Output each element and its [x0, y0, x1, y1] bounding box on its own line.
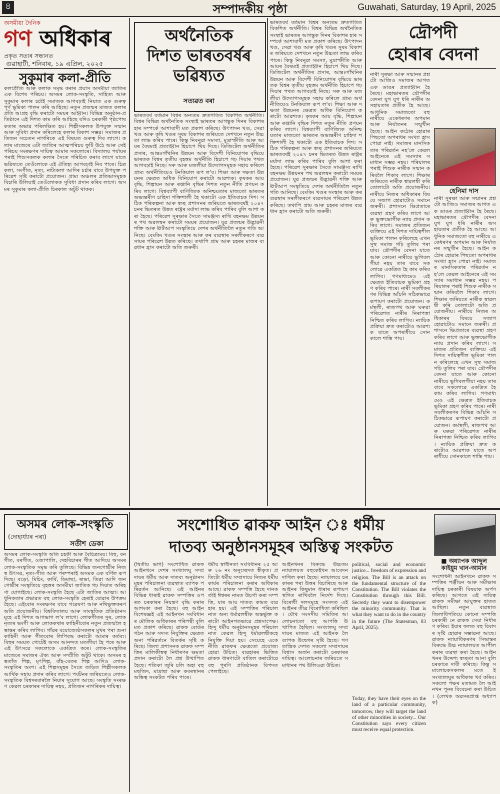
draupadi-title-line2: হোৰাৰ বেদনা	[387, 45, 479, 65]
page-number: ৪	[2, 1, 14, 14]
section-divider	[0, 508, 500, 510]
economy-title-line2: দিশত ভাৰতবৰ্ষৰ	[146, 46, 252, 65]
waqf-body-col3: আইনখনৰ বিৰুদ্ধে উচ্চতম ন্যায়ালয়ত বহুকেইখন আবেদন দাখিল কৰা হৈছে। ন্যায়ালয়ে চৰকাৰৰ পৰা উত্তৰ বিচাৰিছে আৰু আইনৰ কিছুমান ধাৰাৰ ৰূপায়ণ স্থগিত ৰাখিবলৈ নিৰ্দেশ দিছে। বিৰোধী দলসমূহে সংসদত এই আইনৰ তীব্ৰ বিৰোধিতা কৰিছিল। যৌথ সংসদীয় সমিতিৰ আলোচনাতো বহু আপত্তি উত্থাপিত হৈছিল। সংখ্যালঘু সম্প্ৰদায়ৰ মাজত এই আইনক লৈ ব্যাপক উদ্বেগৰ সৃষ্টি হৈছে। গণতান্ত্ৰিক দেশত সকলো সম্প্ৰদায়ৰ বিশ্বাস অৰ্জন কৰাটো চৰকাৰৰ দায়িত্ব। আলোচনাৰ জৰিয়তে সমাধানৰ পথ উলিওৱা উচিত।	[282, 562, 348, 669]
folk-kicker: (দোহাৰ্য্যাৰ পৰা)	[8, 534, 47, 541]
folk-title: অসমৰ লোক-সংস্কৃতি	[16, 517, 114, 531]
economy-title	[134, 26, 264, 86]
economy-body-col2: ভাৰতবৰ্ষ বৰ্তমান বিশ্বৰ অন্যতম দ্ৰুতগতিত বিকশিত অৰ্থনীতি। বিশ্বৰ বিভিন্ন অৰ্থনৈতিক সংস্থাই ভাৰতৰ আগন্তুক দিনৰ বিকাশৰ হাৰ সম্পৰ্কে আশাবাদী মত প্ৰকাশ কৰিছে। উৎপাদন খণ্ড, সেৱা খণ্ড আৰু কৃষি খণ্ডৰ সুষম বিকাশৰ জৰিয়তে দেশখনে নতুন উচ্চতা লাভ কৰিব পাৰে। কিন্তু নিবনুৱা সমস্যা, মুদ্ৰাস্ফীতি আৰু আয়ৰ বৈষম্যই প্ৰত্যাহ্বান হিচাপে থিয় দিছে। ডিজিটেল অৰ্থনীতিৰ প্ৰসাৰ, আন্তঃগাঁথনিৰ উন্নয়ন আৰু বিদেশী বিনিয়োগৰ বৃদ্ধিয়ে ভাৰতক বিশ্বৰ তৃতীয় বৃহত্তম অৰ্থনীতি হিচাপে গঢ় দিয়াৰ পথত আগবঢ়াই নিছে। সৰু আৰু মজলীয়া উদ্যোগসমূহক সহায় কৰিলে গ্ৰাম্য অৰ্থনীতিয়েও টনকিয়াল ৰূপ ল'ব। শিক্ষা আৰু দক্ষতা উন্নয়নৰ ক্ষেত্ৰত অধিক বিনিয়োগ কৰাটো আৱশ্যক। কৃষকৰ আয় বৃদ্ধি, শিল্পায়ন আৰু ৰপ্তানি বৃদ্ধিৰ দিশত নতুন নীতি প্ৰণয়ন কৰিব লাগে। বিশ্বব্যাপী বাণিজ্যিক অনিশ্চয়তাৰ মাজতো ভাৰতৰ অভ্যন্তৰীণ চাহিদা শক্তিশালী হৈ থকাটো এক ইতিবাচক দিশ। সঠিক পৰিকল্পনা আৰু স্বচ্ছ প্ৰশাসনৰ জৰিয়তে ভাৰতবৰ্ষই ২০৪৭ চনৰ ভিতৰত উন্নত ৰাষ্ট্ৰৰ মৰ্যাদা লাভ কৰিব পাৰিব বুলি আশা কৰা হৈছে। পৰিৱেশ সুৰক্ষাৰ সৈতে সামঞ্জস্য ৰাখি বহনক্ষম উন্নয়নৰ পথ অৱলম্বন কৰাটো সময়ৰ প্ৰয়োজন। যুৱ প্ৰজন্মৰ উদ্ভাৱনী শক্তি আৰু ষ্টাৰ্টআপ সংস্কৃতিয়ে দেশৰ অৰ্থনীতিলৈ নতুন গতি আনিছে। বেংকিং খণ্ডৰ সংস্কাৰ আৰু কৰ ব্যৱস্থাৰ সৰলীকৰণে ব্যৱসায়ৰ পৰিৱেশ উন্নত কৰিছে। তথাপি গ্ৰাম আৰু চহৰৰ মাজৰ ব্যৱধান হ্ৰাস কৰাটো অতি জৰুৰী।	[270, 20, 362, 215]
waqf-body-col4-quote: political, social and economic justice... freedom of expression and religion. The Bill is an attack on the fundamental structure of the Constitution. The Bill violates the Constitution through this Bill. Secretly they want to disempower the minority community. That is what they want to do in the country in the future (The Statesman, 03 April, 2025).	[352, 562, 426, 631]
divider	[4, 68, 126, 69]
author-photo	[434, 128, 496, 186]
folk-body: অসমৰ লোক-সংস্কৃতি অতি চহকী আৰু বৈচিত্ৰ্যময়। বিহু, বনগীত, বৰগীত, ওজাপালি, দেহবিচাৰৰ গীত আদিয়ে অসমৰ লোক-সংস্কৃতিক সমৃদ্ধ কৰি তুলিছে। বিভিন্ন জনগোষ্ঠীৰ নিজস্ব উৎসৱ, নৃত্য-গীত আৰু পৰম্পৰাই অসমক এক বৰ্ণিল ৰূপ দিছে। বড়ো, মিচিং, কাৰ্বি, ডিমাছা, ৰাভা, তিৱা আদি জনগোষ্ঠীৰ সংস্কৃতিয়ে বৃহত্তৰ অসমীয়া জাতিক গঢ় দিয়াত অৰিহণা যোগাইছে। লোক-সংস্কৃতি হৈছে এটা জাতিৰ আত্মা। আধুনিকতাৰ প্ৰভাৱত বহু লোক-সংস্কৃতি হেৰাই যোৱাৰ উপক্ৰম হৈছে। এইবোৰ সংৰক্ষণৰ বাবে গৱেষণা আৰু নথিভুক্তকৰণ অতি প্ৰয়োজনীয়। বিশ্ববিদ্যালয় আৰু সাংস্কৃতিক প্ৰতিষ্ঠানসমূহে এই দিশত আগভাগ ল'ব লাগে। লোকগীতৰ সুৰ, লোকনৃত্যৰ ভংগী আৰু লোককথাৰ কাহিনীবোৰ নতুন প্ৰজন্মলৈ হস্তান্তৰ কৰিব লাগিব। গাঁৱৰ বয়োজ্যেষ্ঠসকলৰ মুখৰ পৰা শুনা কাহিনী আৰু গীতবোৰ লিপিবদ্ধ কৰাটো আমাৰ কৰ্তব্য। বিহুৰ সময়ত গোটেই অসম আনন্দত মতলীয়া হৈ পৰে আৰু এই উৎসৱে সকলোকে একত্ৰিত কৰে। লোক-সংস্কৃতিৰ মাজেৰে সমাজৰ ঐক্য আৰু সম্প্ৰীতি অটুট থাকে। অসমৰ হস্ততাঁত শিল্প, মৃৎশিল্প, বাঁহ-বেতৰ শিল্প আদিও লোক-সংস্কৃতিৰ অংশ। এই শিল্পসমূহৰ সৈতে জড়িত শিল্পীসকলক আৰ্থিক সহায় প্ৰদান কৰিব লাগে। পৰ্যটনৰ জৰিয়তেও লোক-সংস্কৃতিক বিশ্বদৰবাৰলৈ নিয়াৰ সুযোগ আছে। সংস্কৃতি সংৰক্ষণ কেৱল চৰকাৰৰ দায়িত্ব নহয়, প্ৰতিজন নাগৰিকৰ দায়িত্ব।	[4, 552, 126, 691]
sukumar-title: সুকুমাৰ কলা-প্ৰীতি	[19, 70, 111, 85]
masthead-tagline: অসমীয়া দৈনিক	[4, 20, 41, 27]
dateline: Guwahati, Saturday, 19 April, 2025	[357, 2, 496, 12]
column-rule	[365, 18, 366, 506]
waqf-body-col4-quote2: Today, they have their eyes on the land of a particular community, tomorrow, they will target the land of other minorities in society... Our Constitution says every citizen must receive equal protection.	[352, 696, 426, 734]
masthead-name-part2: অধিকাৰ	[39, 27, 112, 52]
draupadi-body-col1: নাৰী সুৰক্ষা আৰু সন্মানৰ প্ৰশ্নটো আজিও সমাজৰ আগত এক ডাঙৰ প্ৰত্যাহ্বান হৈ ৰৈছে। মহাভাৰতৰ দ্ৰৌপদীৰ বেদনা যুগ যুগ ধৰি নাৰীৰ অসহায়তাৰ প্ৰতীক হৈ আছে। আধুনিক সমাজতো বহু নাৰীয়ে একেধৰণৰ অপমান আৰু নিৰ্যাতনৰ সন্মুখীন হৈছে। আইন কঠোৰ হোৱাৰ পিছতো অপৰাধৰ সংখ্যা হ্ৰাস পোৱা নাই। সমাজৰ মানসিকতাৰ পৰিৱৰ্তন নহ'লে কেৱল আইনেৰে এই সমস্যাৰ সমাধান সম্ভৱ নহয়। পৰিয়ালৰ পৰাই শিশুক নাৰীক সন্মান কৰিবলৈ শিকাব লাগে। শিক্ষাৰ জৰিয়তে নাৰীক স্বাৱলম্বী কৰি তোলাটো অতি প্ৰয়োজনীয়। নাৰীয়ে নিজৰ অধিকাৰৰ বিষয়ে সজাগ হোৱাটোও সমানে জৰুৰী। প্ৰশাসনে ক্ষিপ্ৰতাৰে ব্যৱস্থা গ্ৰহণ কৰিব লাগে আৰু ভুক্তভোগীক ন্যায় প্ৰদান কৰিব লাগে। সমাজৰ প্ৰতিজন ব্যক্তিয়ে এই দিশত দায়িত্বশীল ভূমিকা পালন কৰিলেহে এখন সুস্থ সমাজ গঢ়ি তুলিব পৰা যাব। দ্ৰৌপদীৰ বেদনা যাতে আৰু কোনো নাৰীয়ে ভুগিবলগীয়া নহয় তাৰ বাবে সকলোৱে একত্ৰিত হৈ কাম কৰিব লাগিব। গণমাধ্যমেও এই ক্ষেত্ৰত ইতিবাচক ভূমিকা গ্ৰহণ কৰিব পাৰে। নাৰী সবলীকৰণৰ বিভিন্ন আঁচনি সঠিকভাৱে ৰূপায়ণ কৰাটো প্ৰয়োজন। কৰ্মস্থলী, ৰাজপথ আৰু ঘৰুৱা পৰিৱেশত নাৰীৰ নিৰাপত্তা নিশ্চিত কৰিব লাগিব। ন্যায়িক প্ৰক্ৰিয়া দ্ৰুত কৰাটোও আৱশ্যক যাতে অপৰাধীয়ে সোনকালে শাস্তি পায়।	[370, 72, 430, 343]
waqf-title-line1: সংশোধিত ৱাকফ আইন ঃ ধৰ্মীয়	[177, 516, 385, 534]
waqf-body-col2: ধৰ্মীয় স্বাধীনতা সংবিধানৰ ২৫ আৰু ২৬ নং অনুচ্ছেদত স্বীকৃত। প্ৰতিটো ধৰ্মীয় সম্প্ৰদায়ে নিজৰ ধৰ্মীয় কাৰ্যৰ পৰিচালনা কৰাৰ অধিকাৰ আছে। ৱাকফ সম্পত্তি হৈছে দানকৰ্তাই ঈশ্বৰৰ নামত উচৰ্গা কৰা সম্পত্তি, যাৰ আয় দাতব্য কামত ব্যৱহাৰ হয়। এই সম্পত্তিৰ পৰিচালনাত অন্য ধৰ্মাৱলম্বীক অন্তৰ্ভুক্ত কৰাটো আইনগতভাৱে প্ৰশ্নসাপেক্ষ। হিন্দু ধৰ্মীয় অনুষ্ঠানসমূহৰ পৰিচালনাত কেৱল হিন্দু ধৰ্মাৱলম্বীকহে নিযুক্তি দিয়া হয়। সেয়েহে একে নীতি ৱাকফৰ ক্ষেত্ৰতো প্ৰযোজ্য হোৱা উচিত। ব্যৱহাৰৰ ভিত্তিত ৱাকফ ধাৰণাটো বাতিল কৰাটোৱে বহু পুৰণি প্ৰতিষ্ঠানক বিপদত পেলাইছে।	[208, 562, 278, 676]
waqf-title	[134, 514, 428, 558]
masthead-logo	[4, 18, 126, 58]
folk-author: সতীশ ডেকা	[70, 540, 104, 548]
economy-author: সত্যৱত বৰা	[183, 97, 215, 105]
waqf-body-col5: সংশোধনী আইনখনে ৱাকফ সম্পত্তিৰ পঞ্জীয়ন আৰু সমীক্ষাৰ দায়িত্ব চৰকাৰী বিষয়াক অৰ্পণ কৰিছে। আগতে এই দায়িত্ব ৱাকফ সমীক্ষা আয়ুক্তৰ হাতত আছিল। নতুন ব্যৱস্থাত জিলাধিপতিয়ে কোনো সম্পত্তি চৰকাৰী নে ৱাকফ সেয়া নিৰ্ধাৰণ কৰিব। ইয়াৰ ফলত বহু বিবাদৰ সৃষ্টি হোৱাৰ সম্ভাৱনা আছে। ৱাকফ ন্যায়াধিকৰণৰ সিদ্ধান্তৰ বিৰুদ্ধে উচ্চ ন্যায়ালয়ত আপীল কৰাৰ ব্যৱস্থা কৰা হৈছে। আইনখনৰ উদ্দেশ্য স্বচ্ছতা আনা বুলি চৰকাৰে দাবী কৰিছে। কিন্তু সমালোচকসকলৰ মতে ই সংখ্যালঘুৰ অধিকাৰ খৰ্ব কৰিব। সকলো পক্ষৰ মতামত লৈ আইনখন পুনৰ বিবেচনা কৰা উচিত। (লেখক অৱসৰপ্ৰাপ্ত অধ্যাপক)	[432, 574, 496, 706]
column-rule	[129, 512, 130, 792]
sukumar-body: কলাপ্ৰীতি আৰু কলাক সমৃদ্ধ কৰাৰ প্ৰয়াস অসমীয়া জাতিৰ এক বিশেষ পৰিচয়। অসমৰ লোক-সংস্কৃতি, সাহিত্য আৰু সুকুমাৰ কলাৰ চৰ্চাই সমাজক আগবঢ়াই নিয়াত এক গুৰুত্বপূৰ্ণ ভূমিকা পালন কৰি আহিছে। নতুন প্ৰজন্মৰ মাজত কলাৰ প্ৰতি আগ্ৰহ বৃদ্ধি কৰাটো সময়ৰ আহ্বান। বিভিন্ন অনুষ্ঠান-প্ৰতিষ্ঠানে এই দিশত কাম কৰি আহিছে যদিও চৰকাৰী পৃষ্ঠপোষকতাৰ অভাৱ পৰিলক্ষিত হয়। শিল্পীসকলক উপযুক্ত সন্মান আৰু সুবিধা প্ৰদান কৰিলেহে কলাৰ বিকাশ সম্ভৱ। সমাজৰ প্ৰতিজন সচেতন নাগৰিকে এই বিষয়ত গুৰুত্ব দিব লাগে। কলাৰ মাজেৰে এটা জাতিৰ আত্মপৰিচয় ফুটি উঠে আৰু সেই পৰিচয় সংৰক্ষণৰ দায়িত্ব আমাৰ সকলোৰে। বিদ্যালয় পৰ্যায়ৰ পৰাই শিশুসকলক কলাৰ সৈতে পৰিচিত কৰাব লাগে যাতে ভৱিষ্যতে তেওঁলোকে এই ঐতিহ্য আগবঢ়াই নিব পাৰে। চিত্ৰকলা, সংগীত, নৃত্য, নাট্যকলা আদিৰ চৰ্চাৰ বাবে উপযুক্ত পৰিৱেশ সৃষ্টি কৰাটো প্ৰয়োজন। গ্ৰাম্য অঞ্চলৰ প্ৰতিভাসমূহক বিচাৰি উলিয়াই তেওঁলোকক সুবিধা প্ৰদান কৰিব লাগে। অসমৰ সুকুমাৰ কলা-প্ৰীতি চিৰকাল অটুট থাকক।	[4, 86, 126, 193]
waqf-author-line1: ■ অধ্যাপক আব্দুল	[441, 558, 487, 565]
masthead-name-part1: গণ	[4, 27, 32, 52]
waqf-title-line2: দাতব্য অনুষ্ঠানসমূহৰ অস্তিত্ব সংকটত	[169, 538, 393, 556]
divider	[370, 68, 496, 69]
economy-body-col1: ভাৰতবৰ্ষ বৰ্তমান বিশ্বৰ অন্যতম দ্ৰুতগতিত বিকশিত অৰ্থনীতি। বিশ্বৰ বিভিন্ন অৰ্থনৈতিক সংস্থাই ভাৰতৰ আগন্তুক দিনৰ বিকাশৰ হাৰ সম্পৰ্কে আশাবাদী মত প্ৰকাশ কৰিছে। উৎপাদন খণ্ড, সেৱা খণ্ড আৰু কৃষি খণ্ডৰ সুষম বিকাশৰ জৰিয়তে দেশখনে নতুন উচ্চতা লাভ কৰিব পাৰে। কিন্তু নিবনুৱা সমস্যা, মুদ্ৰাস্ফীতি আৰু আয়ৰ বৈষম্যই প্ৰত্যাহ্বান হিচাপে থিয় দিছে। ডিজিটেল অৰ্থনীতিৰ প্ৰসাৰ, আন্তঃগাঁথনিৰ উন্নয়ন আৰু বিদেশী বিনিয়োগৰ বৃদ্ধিয়ে ভাৰতক বিশ্বৰ তৃতীয় বৃহত্তম অৰ্থনীতি হিচাপে গঢ় দিয়াৰ পথত আগবঢ়াই নিছে। সৰু আৰু মজলীয়া উদ্যোগসমূহক সহায় কৰিলে গ্ৰাম্য অৰ্থনীতিয়েও টনকিয়াল ৰূপ ল'ব। শিক্ষা আৰু দক্ষতা উন্নয়নৰ ক্ষেত্ৰত অধিক বিনিয়োগ কৰাটো আৱশ্যক। কৃষকৰ আয় বৃদ্ধি, শিল্পায়ন আৰু ৰপ্তানি বৃদ্ধিৰ দিশত নতুন নীতি প্ৰণয়ন কৰিব লাগে। বিশ্বব্যাপী বাণিজ্যিক অনিশ্চয়তাৰ মাজতো ভাৰতৰ অভ্যন্তৰীণ চাহিদা শক্তিশালী হৈ থকাটো এক ইতিবাচক দিশ। সঠিক পৰিকল্পনা আৰু স্বচ্ছ প্ৰশাসনৰ জৰিয়তে ভাৰতবৰ্ষই ২০৪৭ চনৰ ভিতৰত উন্নত ৰাষ্ট্ৰৰ মৰ্যাদা লাভ কৰিব পাৰিব বুলি আশা কৰা হৈছে। পৰিৱেশ সুৰক্ষাৰ সৈতে সামঞ্জস্য ৰাখি বহনক্ষম উন্নয়নৰ পথ অৱলম্বন কৰাটো সময়ৰ প্ৰয়োজন। যুৱ প্ৰজন্মৰ উদ্ভাৱনী শক্তি আৰু ষ্টাৰ্টআপ সংস্কৃতিয়ে দেশৰ অৰ্থনীতিলৈ নতুন গতি আনিছে। বেংকিং খণ্ডৰ সংস্কাৰ আৰু কৰ ব্যৱস্থাৰ সৰলীকৰণে ব্যৱসায়ৰ পৰিৱেশ উন্নত কৰিছে। তথাপি গ্ৰাম আৰু চহৰৰ মাজৰ ব্যৱধান হ্ৰাস কৰাটো অতি জৰুৰী।	[134, 113, 264, 252]
section-title: সম্পাদকীয় পৃষ্ঠা	[212, 2, 288, 16]
waqf-author-line2: কাইয়ুম খান-আমান	[441, 565, 487, 572]
masthead-date: গুৱাহাটী, শনিবাৰ, ১৯ এপ্ৰিল, ২০২৫	[6, 60, 104, 68]
column-rule	[129, 18, 130, 506]
draupadi-body-col2: নাৰী সুৰক্ষা আৰু সন্মানৰ প্ৰশ্নটো আজিও সমাজৰ আগত এক ডাঙৰ প্ৰত্যাহ্বান হৈ ৰৈছে। মহাভাৰতৰ দ্ৰৌপদীৰ বেদনা যুগ যুগ ধৰি নাৰীৰ অসহায়তাৰ প্ৰতীক হৈ আছে। আধুনিক সমাজতো বহু নাৰীয়ে একেধৰণৰ অপমান আৰু নিৰ্যাতনৰ সন্মুখীন হৈছে। আইন কঠোৰ হোৱাৰ পিছতো অপৰাধৰ সংখ্যা হ্ৰাস পোৱা নাই। সমাজৰ মানসিকতাৰ পৰিৱৰ্তন নহ'লে কেৱল আইনেৰে এই সমস্যাৰ সমাধান সম্ভৱ নহয়। পৰিয়ালৰ পৰাই শিশুক নাৰীক সন্মান কৰিবলৈ শিকাব লাগে। শিক্ষাৰ জৰিয়তে নাৰীক স্বাৱলম্বী কৰি তোলাটো অতি প্ৰয়োজনীয়। নাৰীয়ে নিজৰ অধিকাৰৰ বিষয়ে সজাগ হোৱাটোও সমানে জৰুৰী। প্ৰশাসনে ক্ষিপ্ৰতাৰে ব্যৱস্থা গ্ৰহণ কৰিব লাগে আৰু ভুক্তভোগীক ন্যায় প্ৰদান কৰিব লাগে। সমাজৰ প্ৰতিজন ব্যক্তিয়ে এই দিশত দায়িত্বশীল ভূমিকা পালন কৰিলেহে এখন সুস্থ সমাজ গঢ়ি তুলিব পৰা যাব। দ্ৰৌপদীৰ বেদনা যাতে আৰু কোনো নাৰীয়ে ভুগিবলগীয়া নহয় তাৰ বাবে সকলোৱে একত্ৰিত হৈ কাম কৰিব লাগিব। গণমাধ্যমেও এই ক্ষেত্ৰত ইতিবাচক ভূমিকা গ্ৰহণ কৰিব পাৰে। নাৰী সবলীকৰণৰ বিভিন্ন আঁচনি সঠিকভাৱে ৰূপায়ণ কৰাটো প্ৰয়োজন। কৰ্মস্থলী, ৰাজপথ আৰু ঘৰুৱা পৰিৱেশত নাৰীৰ নিৰাপত্তা নিশ্চিত কৰিব লাগিব। ন্যায়িক প্ৰক্ৰিয়া দ্ৰুত কৰাটোও আৱশ্যক যাতে অপৰাধীয়ে সোনকালে শাস্তি পায়।	[434, 196, 496, 461]
draupadi-author: হেনিমা দাস	[449, 187, 479, 195]
draupadi-title	[370, 22, 496, 66]
economy-title-line3: ভৱিষ্যত	[173, 66, 225, 85]
waqf-body-col1: (দ্বিতীয় ভাগ) সংশোধিত ৱাকফ আইনখনে দেশৰ সংখ্যালঘু সম্প্ৰদায়ৰ ধৰ্মীয় আৰু দাতব্য অনুষ্ঠানসমূহৰ পৰিচালনা ব্যৱস্থাত ব্যাপক পৰিৱৰ্তন আনিছে। এই আইনৰ বিভিন্ন ধাৰাই ৱাকফ সম্পত্তিৰ ওপৰত চৰকাৰৰ নিয়ন্ত্ৰণ বৃদ্ধি কৰাৰ আশংকা কৰা হৈছে। বহু আইন বিশেষজ্ঞই এই আইনখন সংবিধানৰ মৌলিক অধিকাৰৰ পৰিপন্থী বুলি মত প্ৰকাশ কৰিছে। ৱাকফ বোৰ্ডৰ গঠন আৰু সদস্য নিযুক্তিৰ ক্ষেত্ৰত অনা পৰিৱৰ্তনে বিতৰ্কৰ সৃষ্টি কৰিছে। জিলা প্ৰশাসনক ৱাকফ সম্পত্তিৰ মালিকীস্বত্ব নিৰ্ধাৰণৰ ক্ষমতা প্ৰদান কৰাটো লৈ প্ৰশ্ন উত্থাপিত হৈছে। শতিকা জুৰি চলি অহা বহু মছজিদ, মাদ্ৰাছা আৰু কবৰস্থানৰ অস্তিত্ব সংকটত পৰিব পাৰে।	[134, 562, 204, 682]
column-rule	[267, 18, 268, 506]
masthead-subtitle: প্ৰকৃত সত্যৰ সন্ধানত	[4, 53, 54, 60]
economy-title-line1: অৰ্থনৈতিক	[164, 26, 234, 45]
masthead-name	[4, 29, 126, 51]
draupadi-title-line1: দ্ৰৌপদী	[408, 23, 458, 43]
author-photo	[434, 514, 496, 556]
